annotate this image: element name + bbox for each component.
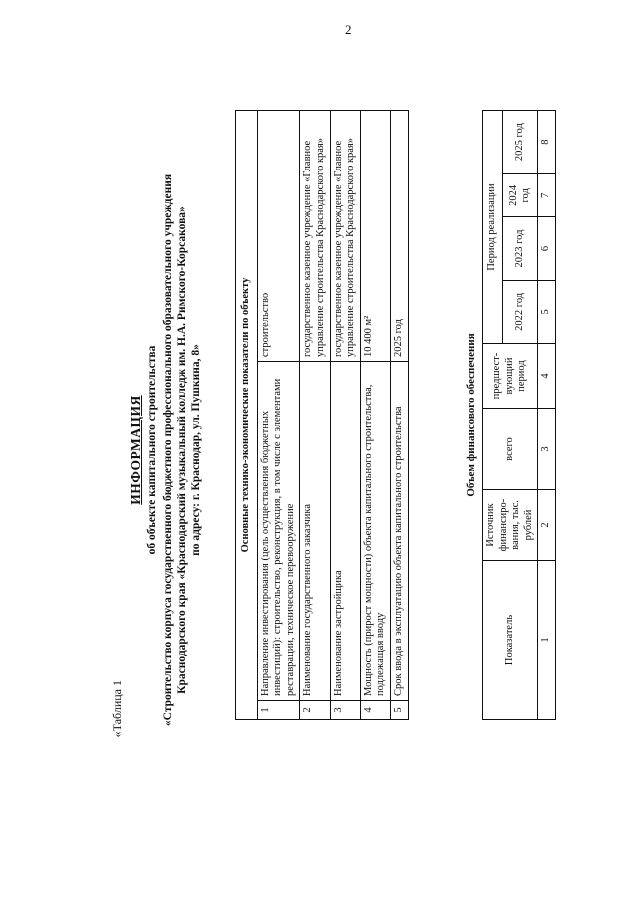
col-number: 6 bbox=[538, 217, 556, 280]
row-number: 2 bbox=[300, 701, 330, 720]
finance-table bbox=[482, 110, 556, 720]
year-2024: 2024 год bbox=[503, 174, 538, 217]
indicators-table bbox=[235, 110, 409, 720]
col-source: Источник финансиро-вания, тыс. рублей bbox=[483, 490, 538, 561]
title-line-2: «Строительство корпуса государственного бюджетного профессионального образовательного учреждения bbox=[161, 173, 174, 727]
column-number-row bbox=[538, 111, 556, 720]
landscape-content bbox=[110, 40, 570, 860]
title-block bbox=[128, 40, 203, 860]
table-row bbox=[330, 111, 360, 720]
row-value: государственное казенное учреждение «Главное управление строительства Краснодарского края» bbox=[300, 111, 330, 362]
year-2022: 2022 год bbox=[503, 280, 538, 343]
col-prev-period: предшест-вующий период bbox=[483, 344, 538, 409]
row-value: 2025 год bbox=[390, 111, 408, 362]
row-label: Мощность (прирост мощности) объекта капитального строительства, подлежащая вводу bbox=[360, 362, 390, 701]
rotated-sheet bbox=[110, 40, 570, 860]
row-number: 5 bbox=[390, 701, 408, 720]
col-number: 7 bbox=[538, 174, 556, 217]
document-heading: ИНФОРМАЦИЯ bbox=[128, 395, 143, 505]
col-number: 3 bbox=[538, 409, 556, 490]
row-number: 4 bbox=[360, 701, 390, 720]
row-value: государственное казенное учреждение «Главное управление строительства Краснодарского края» bbox=[330, 111, 360, 362]
table-row bbox=[300, 111, 330, 720]
table-row bbox=[257, 111, 300, 720]
page-number: 2 bbox=[345, 22, 352, 37]
row-value: строительство bbox=[257, 111, 300, 362]
col-number: 2 bbox=[538, 490, 556, 561]
title-line-1: об объекте капитального строительства bbox=[146, 345, 159, 555]
col-number: 1 bbox=[538, 561, 556, 720]
year-2025: 2025 год bbox=[503, 111, 538, 174]
period-header: Период реализации bbox=[483, 111, 503, 344]
title-line-4: по адресу: г. Краснодар, ул. Пушкина, 8» bbox=[189, 344, 202, 556]
title-line-3: Краснодарского края «Краснодарский музыкальный колледж им. Н.А. Римского-Корсакова» bbox=[175, 206, 188, 694]
row-number: 3 bbox=[330, 701, 360, 720]
col-total: всего bbox=[483, 409, 538, 490]
indicators-header: Основные технико-экономические показатели по объекту bbox=[236, 111, 258, 720]
table-row bbox=[390, 111, 408, 720]
row-label: Наименование государственного заказчика bbox=[300, 362, 330, 701]
col-number: 5 bbox=[538, 280, 556, 343]
table-note: «Таблица 1 bbox=[110, 680, 124, 738]
row-label: Направление инвестирования (цель осуществления бюджетных инвестиций): строительство, реконструкция, в том числе с элементами реставрации, техническое перевооружение bbox=[257, 362, 300, 701]
row-label: Срок ввода в эксплуатацию объекта капитального строительства bbox=[390, 362, 408, 701]
year-2023: 2023 год bbox=[503, 217, 538, 280]
col-number: 4 bbox=[538, 344, 556, 409]
col-number: 8 bbox=[538, 111, 556, 174]
row-value: 10 400 м² bbox=[360, 111, 390, 362]
row-number: 1 bbox=[257, 701, 300, 720]
table-row bbox=[360, 111, 390, 720]
finance-section-title: Объем финансового обеспечения bbox=[465, 333, 477, 497]
col-indicator: Показатель bbox=[483, 561, 538, 720]
row-label: Наименование застройщика bbox=[330, 362, 360, 701]
